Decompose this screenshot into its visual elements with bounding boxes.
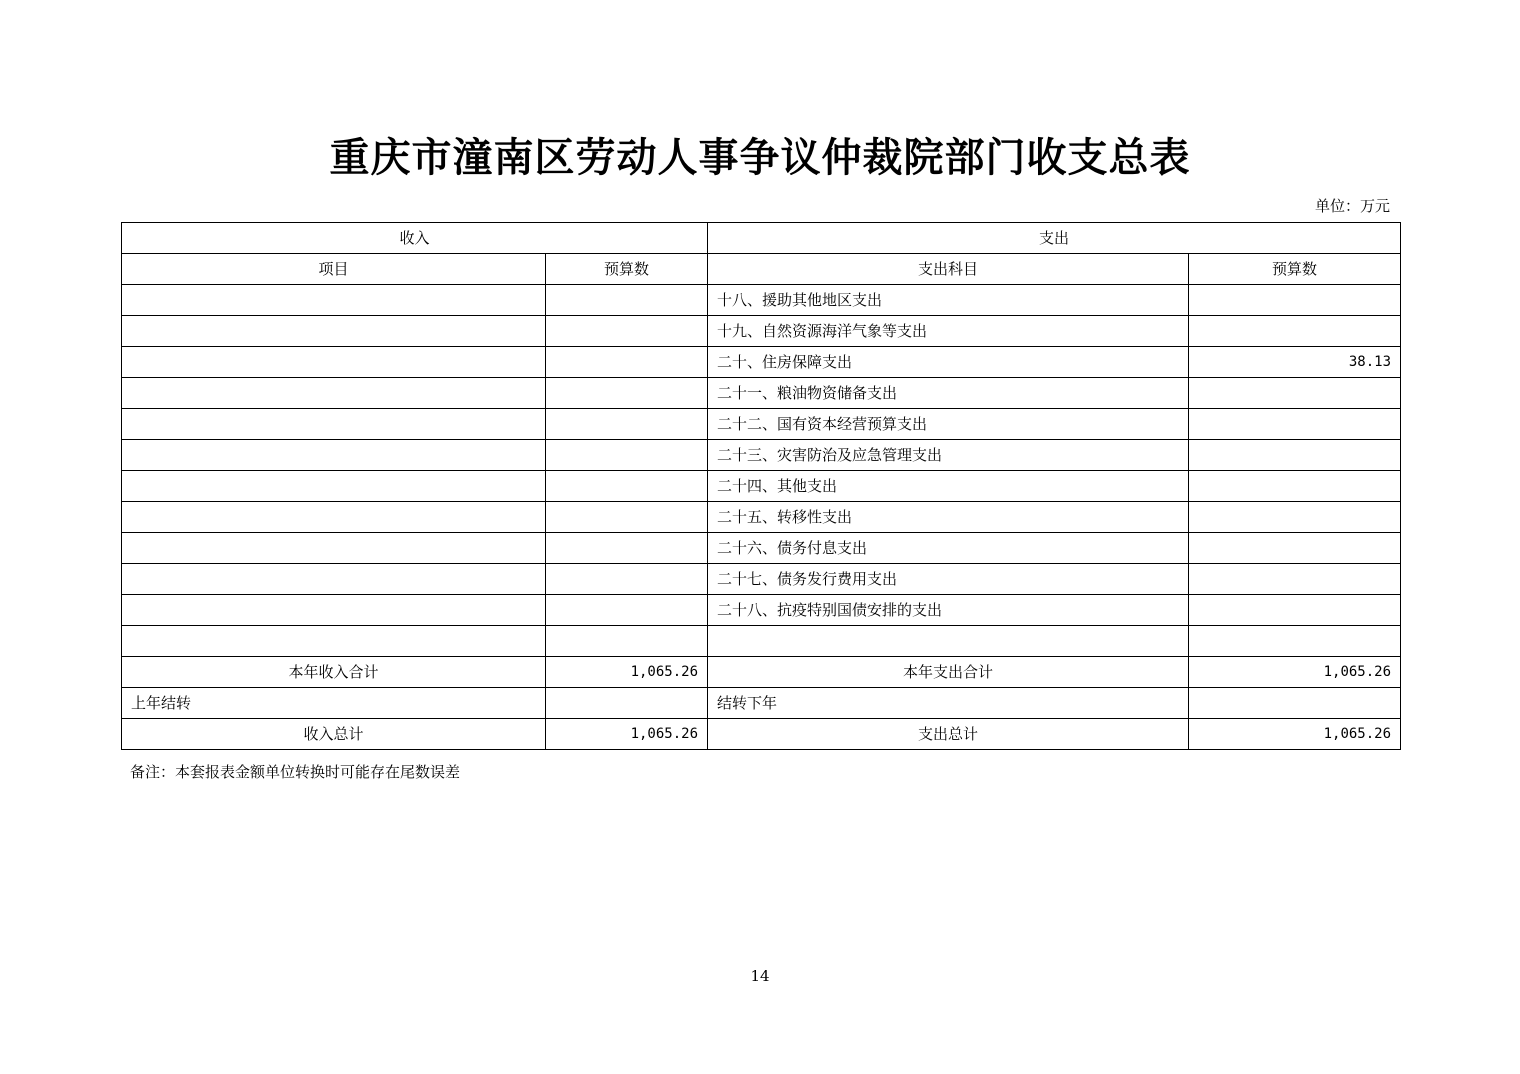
expenditure-amount-cell — [1189, 285, 1401, 316]
income-item-cell — [122, 409, 546, 440]
income-grand-total-label: 收入总计 — [122, 719, 546, 750]
expenditure-amount-cell — [1189, 502, 1401, 533]
table-body — [122, 223, 1401, 750]
page-number: 14 — [750, 967, 770, 985]
page-title: 重庆市潼南区劳动人事争议仲裁院部门收支总表 — [329, 134, 1191, 181]
income-amount-cell — [546, 378, 708, 409]
income-item-cell — [122, 502, 546, 533]
income-amount-cell — [546, 471, 708, 502]
column-header-row — [122, 254, 1401, 285]
income-amount-cell — [546, 564, 708, 595]
expenditure-amount-cell — [1189, 378, 1401, 409]
expenditure-year-total-amount: 1,065.26 — [1189, 657, 1401, 688]
income-item-cell — [122, 440, 546, 471]
income-grand-total-amount: 1,065.26 — [546, 719, 708, 750]
income-item-cell — [122, 626, 546, 657]
income-item-cell — [122, 595, 546, 626]
income-item-cell — [122, 378, 546, 409]
income-amount-cell — [546, 440, 708, 471]
income-amount-cell — [546, 626, 708, 657]
expenditure-amount-cell — [1189, 595, 1401, 626]
expenditure-grand-total-amount: 1,065.26 — [1189, 719, 1401, 750]
income-amount-cell — [546, 347, 708, 378]
expenditure-item-header: 支出科目 — [708, 254, 1189, 285]
table-row — [122, 564, 1401, 595]
income-item-cell — [122, 347, 546, 378]
income-item-cell — [122, 316, 546, 347]
income-group-header: 收入 — [122, 223, 708, 254]
expenditure-carryover-amount — [1189, 688, 1401, 719]
expenditure-carryover-label: 结转下年 — [708, 688, 1189, 719]
income-amount-cell — [546, 502, 708, 533]
expenditure-amount-cell — [1189, 533, 1401, 564]
income-carryover-label: 上年结转 — [122, 688, 546, 719]
expenditure-item-cell: 二十六、债务付息支出 — [708, 533, 1189, 564]
income-item-header: 项目 — [122, 254, 546, 285]
expenditure-item-cell: 二十四、其他支出 — [708, 471, 1189, 502]
expenditure-item-cell: 二十五、转移性支出 — [708, 502, 1189, 533]
grand-total-row — [122, 719, 1401, 750]
expenditure-item-cell: 二十、住房保障支出 — [708, 347, 1189, 378]
income-amount-cell — [546, 409, 708, 440]
income-year-total-amount: 1,065.26 — [546, 657, 708, 688]
table-row — [122, 502, 1401, 533]
income-item-cell — [122, 471, 546, 502]
carryover-row — [122, 688, 1401, 719]
expenditure-amount-cell — [1189, 626, 1401, 657]
expenditure-item-cell: 十八、援助其他地区支出 — [708, 285, 1189, 316]
expenditure-amount-cell — [1189, 471, 1401, 502]
expenditure-year-total-label: 本年支出合计 — [708, 657, 1189, 688]
income-amount-cell — [546, 285, 708, 316]
year-total-row — [122, 657, 1401, 688]
table-row — [122, 316, 1401, 347]
expenditure-item-cell: 二十三、灾害防治及应急管理支出 — [708, 440, 1189, 471]
expenditure-item-cell: 十九、自然资源海洋气象等支出 — [708, 316, 1189, 347]
income-amount-cell — [546, 316, 708, 347]
expenditure-amount-cell — [1189, 440, 1401, 471]
table-row — [122, 595, 1401, 626]
expenditure-item-cell: 二十一、粮油物资储备支出 — [708, 378, 1189, 409]
expenditure-amount-cell: 38.13 — [1189, 347, 1401, 378]
expenditure-group-header: 支出 — [708, 223, 1401, 254]
income-amount-header: 预算数 — [546, 254, 708, 285]
expenditure-amount-cell — [1189, 316, 1401, 347]
table-row — [122, 626, 1401, 657]
expenditure-item-cell: 二十七、债务发行费用支出 — [708, 564, 1189, 595]
footnote: 备注：本套报表金额单位转换时可能存在尾数误差 — [130, 763, 461, 781]
income-year-total-label: 本年收入合计 — [122, 657, 546, 688]
expenditure-amount-cell — [1189, 409, 1401, 440]
table-row — [122, 440, 1401, 471]
group-header-row — [122, 223, 1401, 254]
unit-label: 单位：万元 — [1314, 197, 1390, 215]
expenditure-item-cell: 二十八、抗疫特别国债安排的支出 — [708, 595, 1189, 626]
expenditure-item-cell: 二十二、国有资本经营预算支出 — [708, 409, 1189, 440]
table-row — [122, 285, 1401, 316]
expenditure-amount-header: 预算数 — [1189, 254, 1401, 285]
table-row — [122, 409, 1401, 440]
expenditure-item-cell — [708, 626, 1189, 657]
income-carryover-amount — [546, 688, 708, 719]
budget-summary-table — [121, 222, 1401, 750]
table-row — [122, 533, 1401, 564]
income-amount-cell — [546, 533, 708, 564]
expenditure-amount-cell — [1189, 564, 1401, 595]
income-item-cell — [122, 285, 546, 316]
income-item-cell — [122, 533, 546, 564]
income-amount-cell — [546, 595, 708, 626]
table-row — [122, 347, 1401, 378]
expenditure-grand-total-label: 支出总计 — [708, 719, 1189, 750]
table-row — [122, 378, 1401, 409]
income-item-cell — [122, 564, 546, 595]
table-row — [122, 471, 1401, 502]
